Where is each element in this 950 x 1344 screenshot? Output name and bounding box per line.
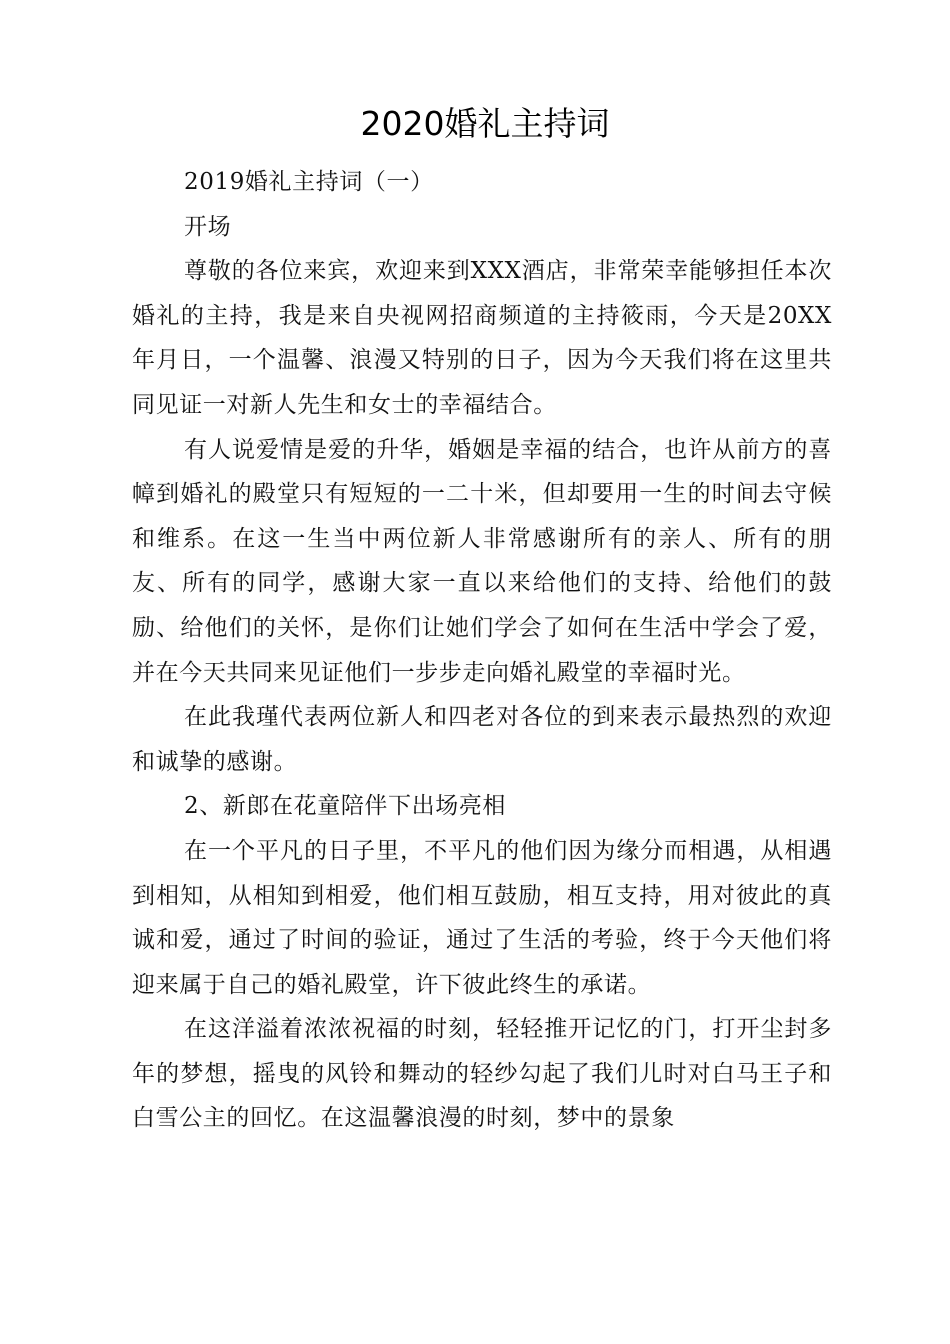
document-body bbox=[132, 160, 832, 1141]
paragraph-thanks: 在此我瑾代表两位新人和四老对各位的到来表示最热烈的欢迎和诚挚的感谢。 bbox=[132, 704, 832, 775]
paragraph-memories: 在这洋溢着浓浓祝福的时刻，轻轻推开记忆的门，打开尘封多年的梦想，摇曳的风铃和舞动的轻纱勾起了我们儿时对白马王子和白雪公主的回忆。在这温馨浪漫的时刻，梦中的景象 bbox=[132, 1016, 832, 1132]
paragraph-love-marriage: 有人说爱情是爱的升华，婚姻是幸福的结合，也许从前方的喜幛到婚礼的殿堂只有短短的一二十米，但却要用一生的时间去守候和维系。在这一生当中两位新人非常感谢所有的亲人、所有的朋友、所有的同学，感谢大家一直以来给他们的支持、给他们的鼓励、给他们的关怀，是你们让她们学会了如何在生活中学会了爱，并在今天共同来见证他们一步步走向婚礼殿堂的幸福时光。 bbox=[132, 436, 832, 686]
paragraph-opening-label: 开场 bbox=[184, 213, 232, 240]
paragraph-welcome: 尊敬的各位来宾，欢迎来到XXX酒店，非常荣幸能够担任本次婚礼的主持，我是来自央视网招商频道的主持筱雨，今天是20XX年月日，一个温馨、浪漫又特别的日子，因为今天我们将在这里共同见证一对新人先生和女士的幸福结合。 bbox=[132, 258, 832, 418]
paragraph-meeting-story: 在一个平凡的日子里，不平凡的他们因为缘分而相遇，从相遇到相知，从相知到相爱，他们相互鼓励，相互支持，用对彼此的真诚和爱，通过了时间的验证，通过了生活的考验，终于今天他们将迎来属于自己的婚礼殿堂，许下彼此终生的承诺。 bbox=[132, 837, 832, 998]
document-title: 2020婚礼主持词 bbox=[360, 104, 610, 143]
paragraph-groom-entrance-heading: 2、新郎在花童陪伴下出场亮相 bbox=[184, 793, 507, 820]
paragraph-section-heading: 2019婚礼主持词（一） bbox=[184, 169, 434, 195]
